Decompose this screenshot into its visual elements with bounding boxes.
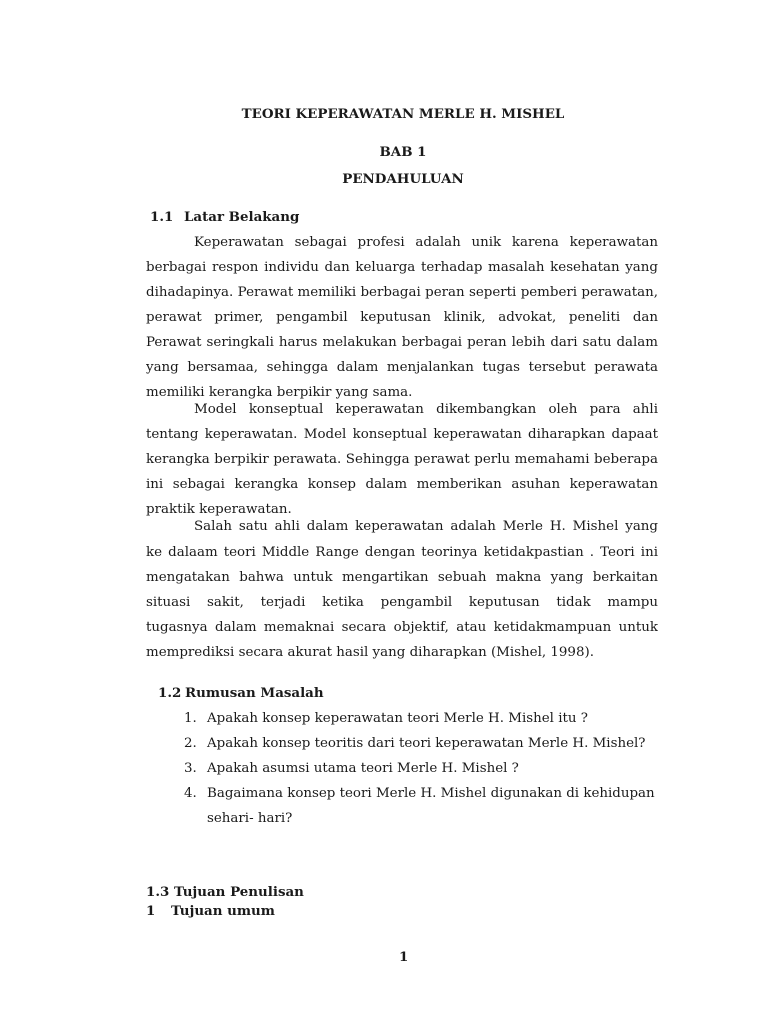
paragraph-line: dihadapinya. Perawat memiliki berbagai peran seperti pemberi perawatan, [146, 285, 658, 300]
subsection-number: 1 [146, 903, 156, 919]
paragraph-line: mengatakan bahwa untuk mengartikan sebuah makna yang berkaitan [146, 570, 658, 585]
paragraph-line: praktik keperawatan. [146, 502, 292, 517]
paragraph-line: perawat primer, pengambil keputusan klinik, advokat, peneliti dan [146, 310, 658, 325]
chapter-title: PENDAHULUAN [342, 171, 464, 187]
paragraph-line: situasi sakit, terjadi ketika pengambil keputusan tidak mampu [146, 595, 658, 610]
section-number: 1.1 [150, 209, 174, 225]
chapter-number: BAB 1 [379, 144, 427, 160]
paragraph-line: memprediksi secara akurat hasil yang diharapkan (Mishel, 1998). [146, 645, 594, 660]
paragraph-line: tentang keperawatan. Model konseptual keperawatan diharapkan dapaat [146, 427, 658, 442]
paragraph-line: kerangka berpikir perawata. Sehingga perawat perlu memahami beberapa [146, 452, 658, 467]
page-number: 1 [399, 949, 409, 965]
list-item-continuation: sehari- hari? [207, 811, 293, 826]
list-number: 3. [184, 761, 197, 776]
paragraph-line: Salah satu ahli dalam keperawatan adalah Merle H. Mishel yang [194, 519, 658, 534]
list-item: Apakah asumsi utama teori Merle H. Mishel ? [207, 761, 519, 776]
section-heading: Latar Belakang [184, 209, 300, 225]
section-number: 1.2 [158, 685, 182, 701]
paragraph-line: berbagai respon individu dan keluarga terhadap masalah kesehatan yang [146, 260, 658, 275]
paragraph-line: Perawat seringkali harus melakukan berbagai peran lebih dari satu dalam [146, 335, 658, 350]
paragraph-line: Keperawatan sebagai profesi adalah unik karena keperawatan [194, 235, 658, 250]
paragraph-line: tugasnya dalam memaknai secara objektif, atau ketidakmampuan untuk [146, 620, 658, 635]
list-number: 4. [184, 786, 197, 801]
section-heading: Rumusan Masalah [185, 685, 324, 701]
section-heading: 1.3 Tujuan Penulisan [146, 884, 304, 900]
document-title: TEORI KEPERAWATAN MERLE H. MISHEL [241, 106, 565, 122]
list-number: 1. [184, 711, 197, 726]
paragraph-line: yang bersamaa, sehingga dalam menjalankan tugas tersebut perawata [146, 360, 658, 375]
list-item: Bagaimana konsep teori Merle H. Mishel digunakan di kehidupan [207, 786, 655, 801]
subsection-heading: Tujuan umum [171, 903, 275, 919]
list-item: Apakah konsep keperawatan teori Merle H. Mishel itu ? [207, 711, 588, 726]
paragraph-line: Model konseptual keperawatan dikembangkan oleh para ahli [194, 402, 658, 417]
list-item: Apakah konsep teoritis dari teori keperawatan Merle H. Mishel? [207, 736, 646, 751]
list-number: 2. [184, 736, 197, 751]
paragraph-line: ini sebagai kerangka konsep dalam memberikan asuhan keperawatan [146, 477, 658, 492]
paragraph-line: memiliki kerangka berpikir yang sama. [146, 385, 413, 400]
paragraph-line: ke dalaam teori Middle Range dengan teorinya ketidakpastian . Teori ini [146, 545, 658, 560]
